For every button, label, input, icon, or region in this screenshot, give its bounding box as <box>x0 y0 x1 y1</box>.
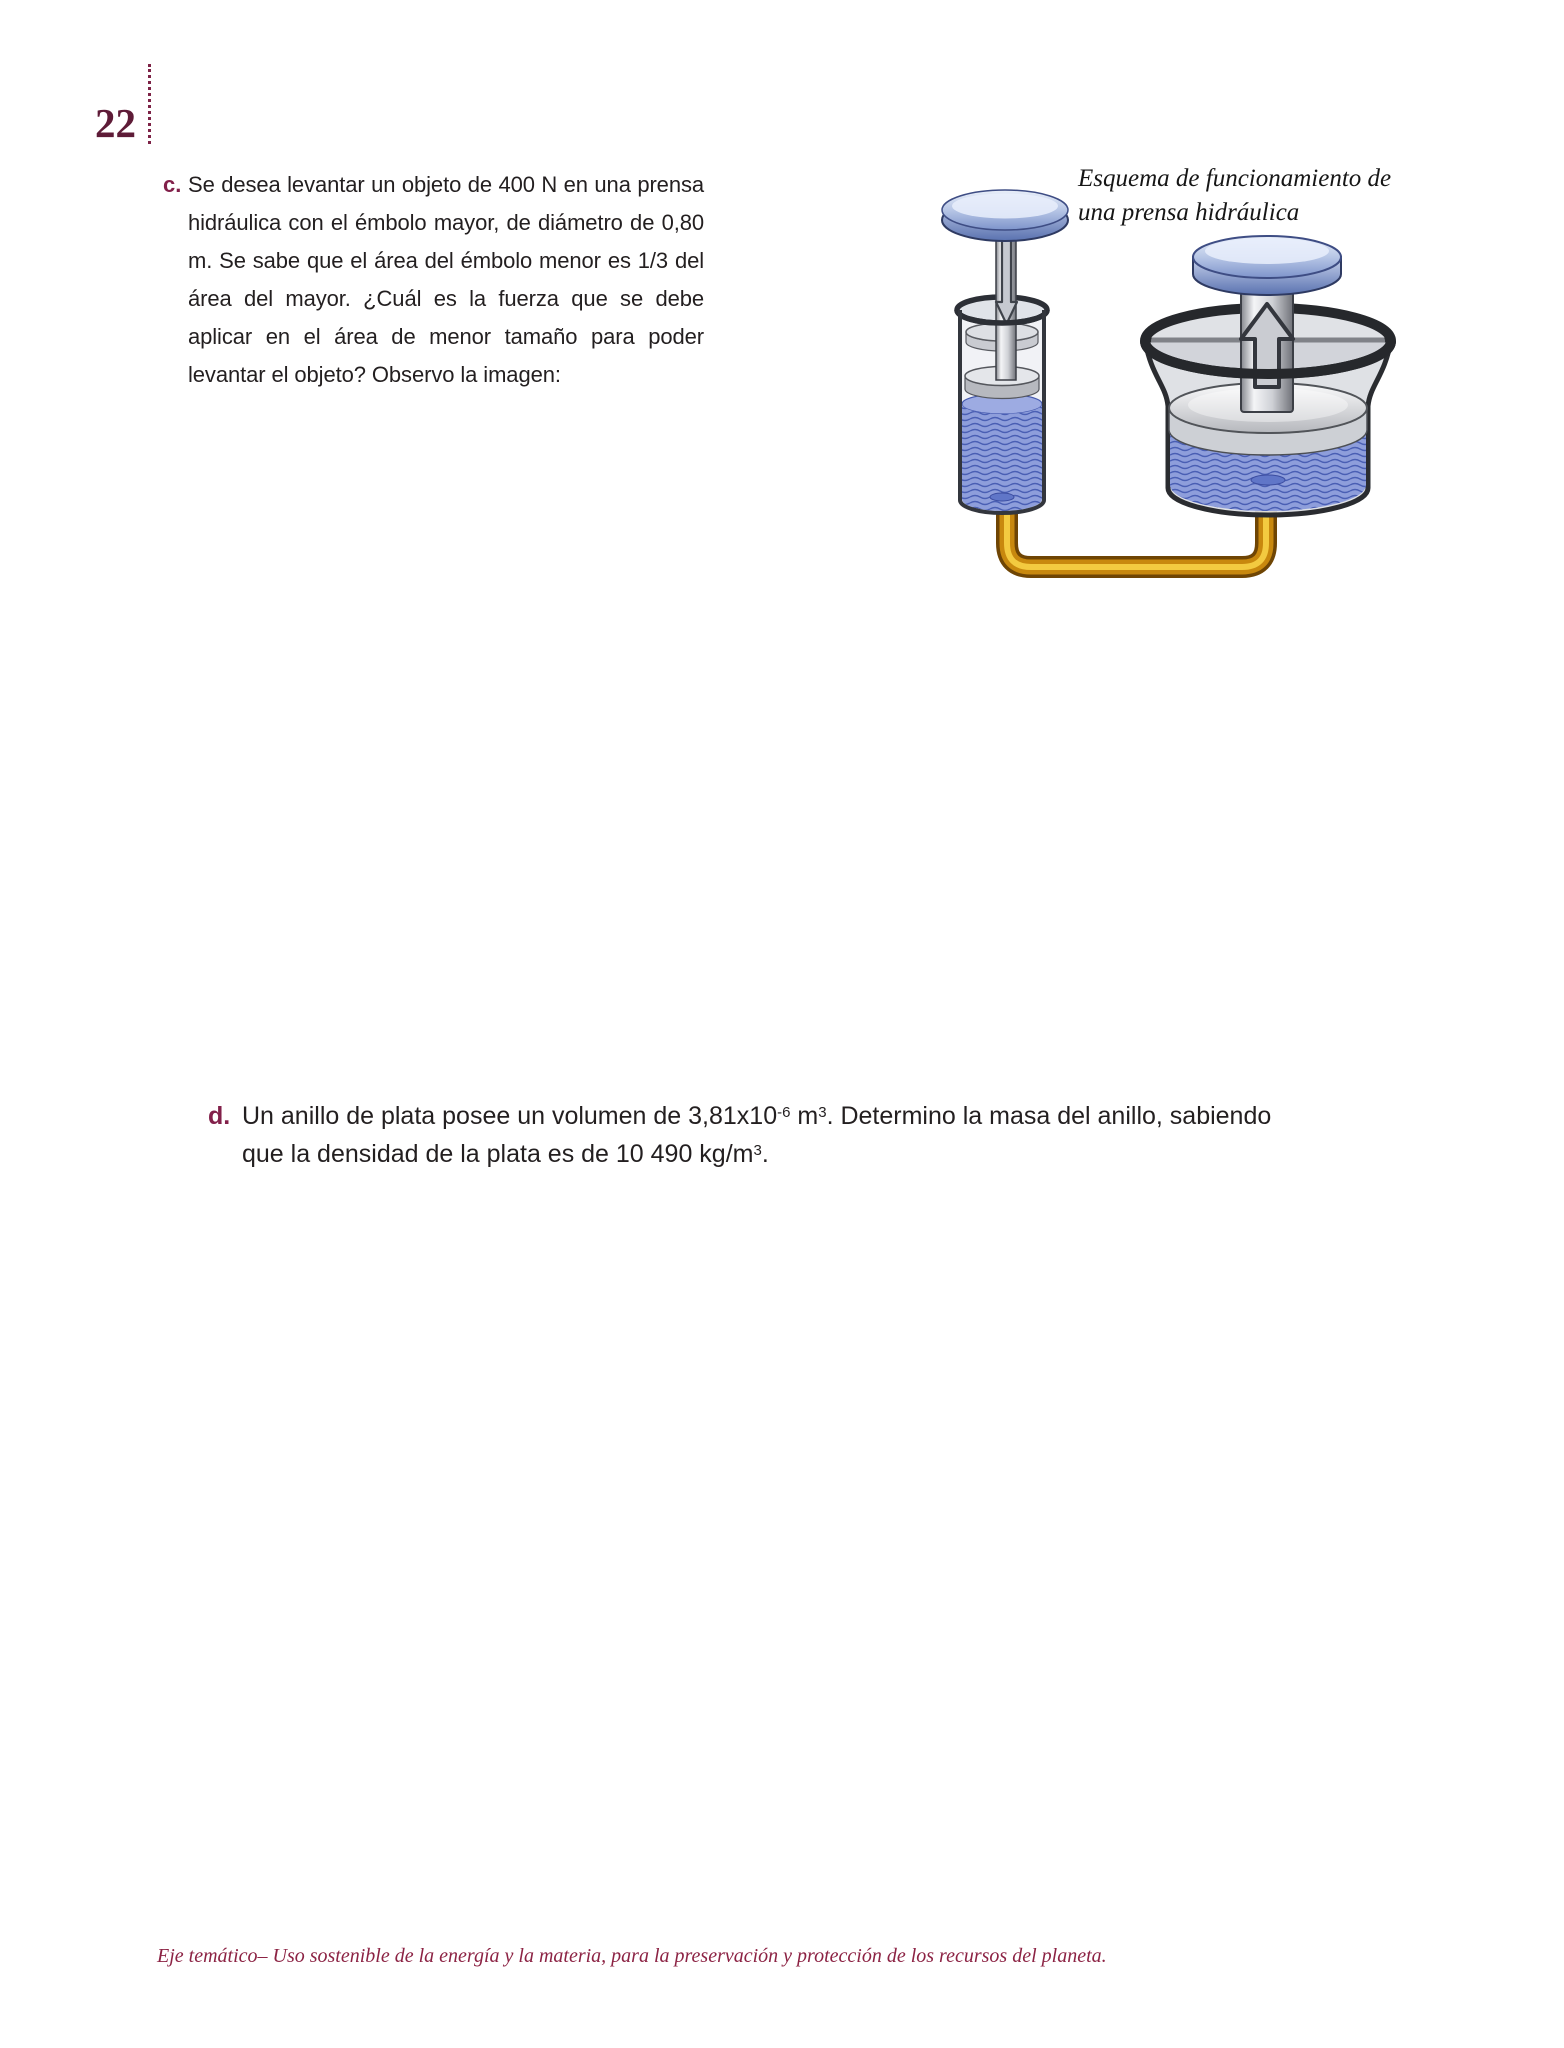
page-footer: Eje temático– Uso sostenible de la energía y la materia, para la preservación y protección de los recursos del planeta. <box>157 1945 1107 1967</box>
hydraulic-press-figure <box>930 140 1410 610</box>
item-d-marker: d. <box>208 1102 231 1130</box>
item-c-marker: c. <box>163 172 182 197</box>
small-cylinder <box>942 190 1068 513</box>
exponent: 3 <box>753 1141 762 1159</box>
item-d-line1: Un anillo de plata posee un volumen de $3,81x10^{-6}$ $m^3$. Determino la masa del anillo, sabiendo <box>242 1102 1272 1130</box>
page-number: 22 <box>95 100 136 146</box>
item-c-text: Se desea levantar un objeto de 400 N en una prensa hidráulica con el émbolo mayor, de diámetro de 0,80 m. Se sabe que el área del émbolo menor es 1/3 del área del mayor. ¿Cuál es la fuerza que se debe aplicar en el área de menor tamaño para poder levantar el objeto? Observo la imagen: <box>188 172 704 387</box>
figure-caption-line1: Esquema de funcionamiento de <box>1078 165 1392 192</box>
dotted-divider <box>148 64 151 144</box>
exercise-item-c <box>163 166 704 394</box>
large-liquid-drain <box>1251 475 1285 485</box>
small-liquid-drain <box>990 493 1014 501</box>
small-cap-highlight <box>952 194 1058 219</box>
exercise-item-d <box>208 1097 1418 1173</box>
exponent: 3 <box>818 1103 827 1121</box>
large-beaker <box>1145 236 1391 515</box>
figure-caption <box>1078 162 1391 230</box>
exponent: -6 <box>777 1103 791 1121</box>
item-d-line2: que la densidad de la plata es de 10 490 $kg/m^3$. <box>242 1140 769 1168</box>
figure-caption-line2: una prensa hidráulica <box>1078 199 1300 226</box>
large-cap-highlight <box>1205 238 1329 264</box>
